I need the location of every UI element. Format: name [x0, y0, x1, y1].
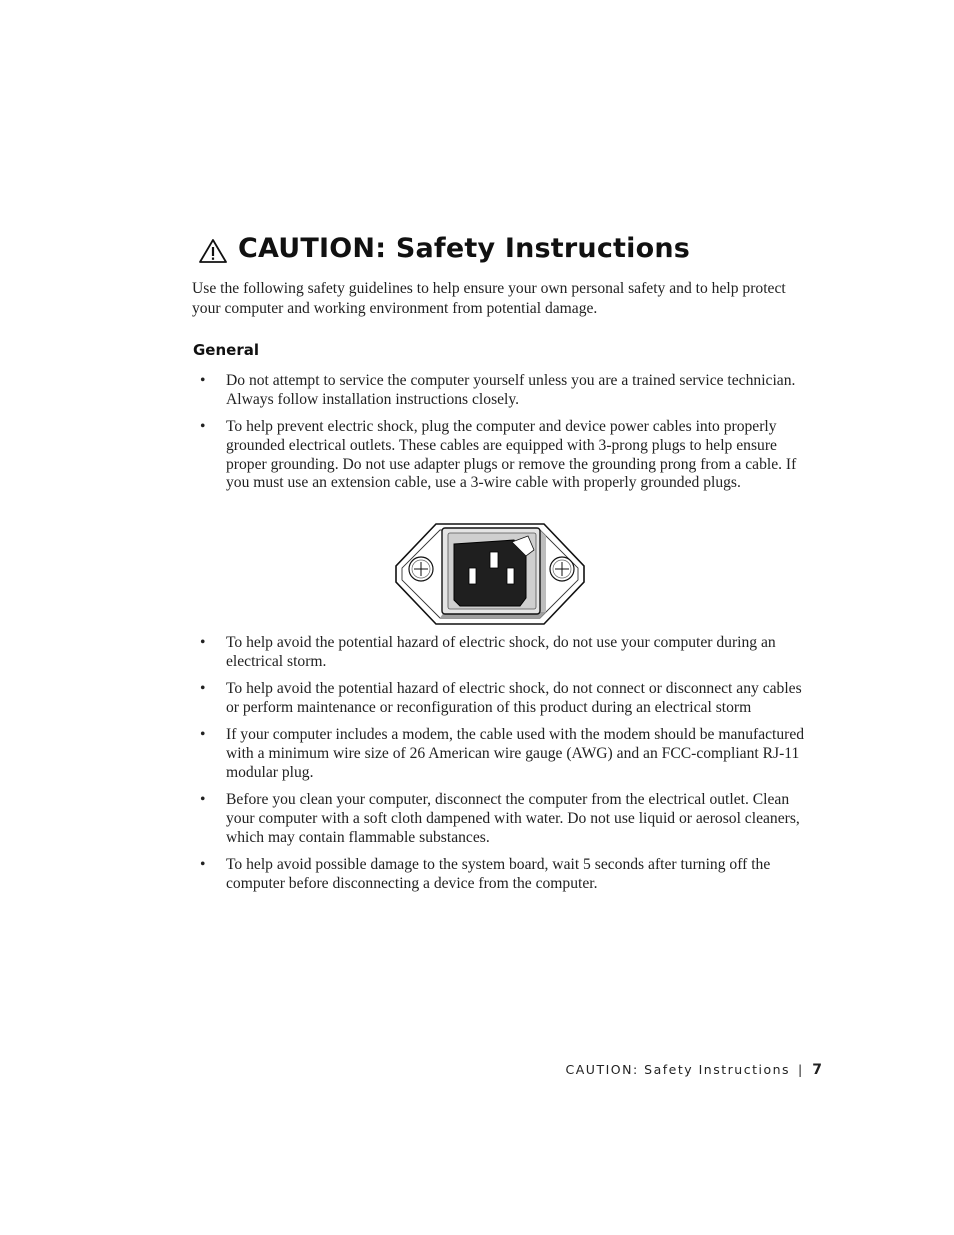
list-item-text: To help prevent electric shock, plug the computer and device power cables into properly grounded electrical outlets. These cables are equipped with 3-prong plugs to help ensure proper grounding. Do not use adapter plugs or remove the grounding prong from a cable. If you must use an extension cable, use a 3-wire cable with properly grounded plugs. — [226, 418, 797, 492]
list-item-text: To help avoid possible damage to the system board, wait 5 seconds after turning off the computer before disconnecting a device from the computer. — [226, 856, 771, 892]
list-item-text: To help avoid the potential hazard of electric shock, do not use your computer during an electrical storm. — [226, 634, 776, 670]
list-item — [192, 372, 812, 409]
intro-paragraph: Use the following safety guidelines to help ensure your own personal safety and to help protect your computer and working environment from potential damage. — [192, 280, 786, 317]
bullet-icon: • — [200, 418, 206, 436]
list-item — [192, 680, 812, 717]
footer-separator: | — [798, 1062, 803, 1077]
bullet-icon: • — [200, 372, 206, 389]
list-item — [192, 856, 812, 893]
list-item — [192, 726, 812, 782]
page-title-text: CAUTION: Safety Instructions — [238, 232, 691, 264]
footer-section-title: CAUTION: Safety Instructions — [565, 1062, 791, 1077]
bullet-icon: • — [200, 680, 206, 698]
list-item-text: Do not attempt to service the computer yourself unless you are a trained service technician. Always follow installation instructions closely. — [226, 372, 796, 408]
bullet-icon: • — [200, 791, 206, 809]
list-item — [192, 791, 812, 847]
page-footer — [500, 1062, 822, 1078]
bullet-icon: • — [200, 726, 206, 744]
list-item — [192, 418, 812, 493]
list-item — [192, 634, 812, 671]
page-title — [198, 232, 690, 264]
list-item-text: If your computer includes a modem, the cable used with the modem should be manufactured with a minimum wire size of 26 American wire gauge (AWG) and an FCC-compliant RJ-11 modular plug. — [226, 726, 805, 781]
power-receptacle-illustration — [394, 522, 586, 626]
bullet-list-continued — [192, 634, 812, 902]
warning-triangle-icon — [198, 238, 228, 264]
list-item-text: Before you clean your computer, disconnect the computer from the electrical outlet. Clean your computer with a soft cloth dampened with water. Do not use liquid or aerosol cleaners, which may contain flammable substances. — [226, 791, 800, 846]
bullet-list-general — [192, 372, 812, 502]
page-number: 7 — [812, 1062, 822, 1078]
bullet-icon: • — [200, 634, 206, 651]
list-item-text: To help avoid the potential hazard of electric shock, do not connect or disconnect any cables or perform maintenance or reconfiguration of this product during an electrical storm — [226, 680, 802, 716]
section-heading-general: General — [193, 341, 259, 359]
bullet-icon: • — [200, 856, 206, 874]
